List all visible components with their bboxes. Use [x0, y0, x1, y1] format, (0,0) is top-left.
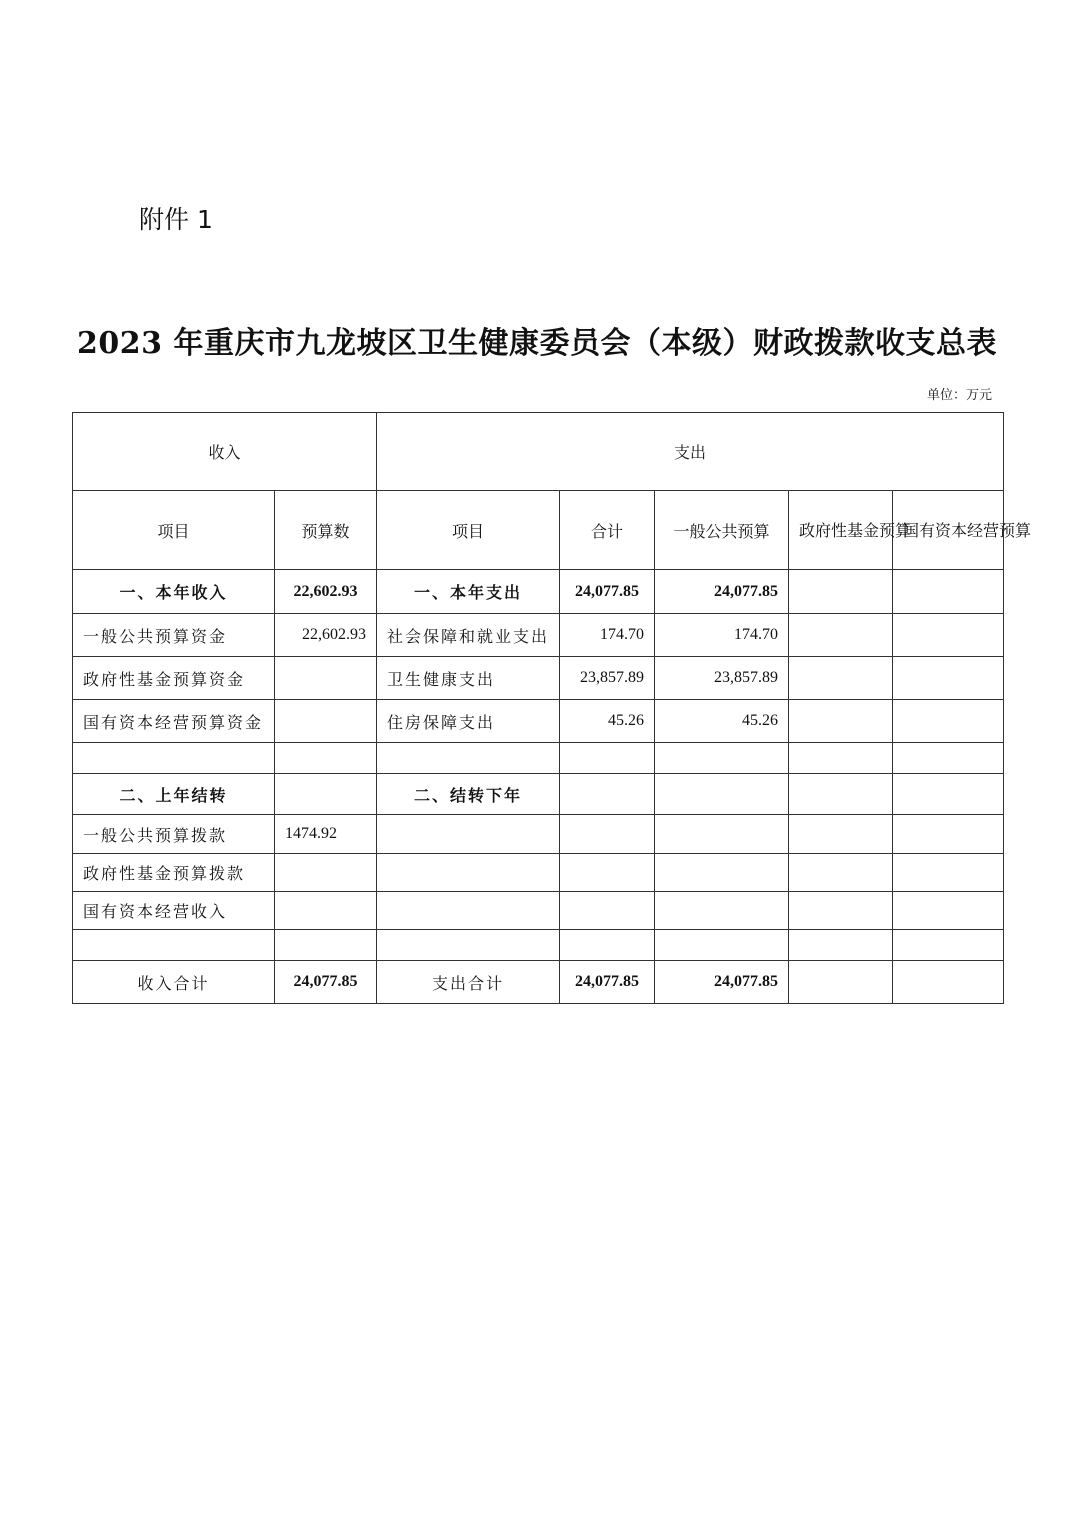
state-capital-value — [893, 854, 1004, 892]
empty-row — [73, 930, 1004, 961]
total-value — [560, 774, 655, 815]
income-header: 收入 — [73, 413, 377, 491]
state-capital-value — [893, 570, 1004, 614]
table-row — [73, 815, 1004, 854]
state-capital-value — [893, 774, 1004, 815]
income-value — [275, 892, 377, 930]
expense-total-value: 24,077.85 — [560, 961, 655, 1004]
gov-fund-value — [789, 657, 893, 700]
empty-cell — [789, 743, 893, 774]
state-capital-value — [893, 700, 1004, 743]
total-value: 174.70 — [560, 614, 655, 657]
state-capital-value — [893, 614, 1004, 657]
expense-item — [377, 892, 560, 930]
income-value — [275, 774, 377, 815]
unit-label: 单位：万元 — [926, 388, 992, 403]
table-row — [73, 892, 1004, 930]
state-capital-value — [893, 657, 1004, 700]
gov-fund-value — [789, 570, 893, 614]
empty-cell — [893, 930, 1004, 961]
gov-fund-value — [789, 892, 893, 930]
empty-cell — [560, 743, 655, 774]
empty-row — [73, 743, 1004, 774]
expense-item — [377, 815, 560, 854]
expense-total-label: 支出合计 — [377, 961, 560, 1004]
general-value: 24,077.85 — [655, 570, 789, 614]
gov-fund-budget-header: 政府性基金预算 — [789, 491, 893, 570]
income-value — [275, 854, 377, 892]
budget-table — [72, 412, 1032, 1004]
budget-number-header: 预算数 — [275, 491, 377, 570]
income-total-value: 24,077.85 — [275, 961, 377, 1004]
table-row — [73, 774, 1004, 815]
income-value — [275, 700, 377, 743]
empty-cell — [377, 743, 560, 774]
total-value — [560, 815, 655, 854]
income-value: 1474.92 — [275, 815, 377, 854]
table-row — [73, 854, 1004, 892]
empty-cell — [275, 743, 377, 774]
income-value: 22,602.93 — [275, 614, 377, 657]
general-value: 174.70 — [655, 614, 789, 657]
total-value — [560, 892, 655, 930]
income-value: 22,602.93 — [275, 570, 377, 614]
income-item: 二、上年结转 — [73, 774, 275, 815]
state-capital-value — [893, 892, 1004, 930]
gov-fund-value — [789, 614, 893, 657]
expense-header: 支出 — [377, 413, 1004, 491]
income-item: 国有资本经营收入 — [73, 892, 275, 930]
general-value — [655, 892, 789, 930]
total-value — [560, 854, 655, 892]
expense-item-header: 项目 — [377, 491, 560, 570]
expense-item: 二、结转下年 — [377, 774, 560, 815]
empty-cell — [73, 743, 275, 774]
empty-cell — [560, 930, 655, 961]
empty-cell — [73, 930, 275, 961]
income-total-label: 收入合计 — [73, 961, 275, 1004]
page-title: 2023 年重庆市九龙坡区卫生健康委员会（本级）财政拨款收支总表 — [77, 326, 997, 361]
empty-cell — [275, 930, 377, 961]
income-value — [275, 657, 377, 700]
header-row-1 — [73, 413, 1004, 491]
expense-item: 卫生健康支出 — [377, 657, 560, 700]
gov-fund-value — [789, 774, 893, 815]
expense-item — [377, 854, 560, 892]
general-value — [655, 854, 789, 892]
general-value — [655, 815, 789, 854]
table-row — [73, 570, 1004, 614]
general-value: 23,857.89 — [655, 657, 789, 700]
header-row-2 — [73, 491, 1004, 570]
totals-row — [73, 961, 1004, 1004]
expense-item: 社会保障和就业支出 — [377, 614, 560, 657]
expense-item: 一、本年支出 — [377, 570, 560, 614]
empty-cell — [789, 930, 893, 961]
table-row — [73, 700, 1004, 743]
total-value: 45.26 — [560, 700, 655, 743]
income-item: 政府性基金预算资金 — [73, 657, 275, 700]
income-item: 一般公共预算资金 — [73, 614, 275, 657]
general-value — [655, 774, 789, 815]
empty-cell — [893, 743, 1004, 774]
total-value: 24,077.85 — [560, 570, 655, 614]
attachment-label: 附件 1 — [139, 205, 213, 234]
gov-fund-value — [789, 815, 893, 854]
income-item: 国有资本经营预算资金 — [73, 700, 275, 743]
empty-cell — [655, 743, 789, 774]
general-budget-header: 一般公共预算 — [655, 491, 789, 570]
total-value: 23,857.89 — [560, 657, 655, 700]
table-row — [73, 614, 1004, 657]
gov-fund-total-value — [789, 961, 893, 1004]
empty-cell — [655, 930, 789, 961]
income-item: 政府性基金预算拨款 — [73, 854, 275, 892]
gov-fund-value — [789, 700, 893, 743]
total-header: 合计 — [560, 491, 655, 570]
general-value: 45.26 — [655, 700, 789, 743]
gov-fund-value — [789, 854, 893, 892]
state-capital-total-value — [893, 961, 1004, 1004]
income-item: 一、本年收入 — [73, 570, 275, 614]
expense-item: 住房保障支出 — [377, 700, 560, 743]
table-row — [73, 657, 1004, 700]
income-item: 一般公共预算拨款 — [73, 815, 275, 854]
empty-cell — [377, 930, 560, 961]
general-total-value: 24,077.85 — [655, 961, 789, 1004]
state-capital-value — [893, 815, 1004, 854]
income-item-header: 项目 — [73, 491, 275, 570]
state-capital-budget-header: 国有资本经营预算 — [893, 491, 1004, 570]
